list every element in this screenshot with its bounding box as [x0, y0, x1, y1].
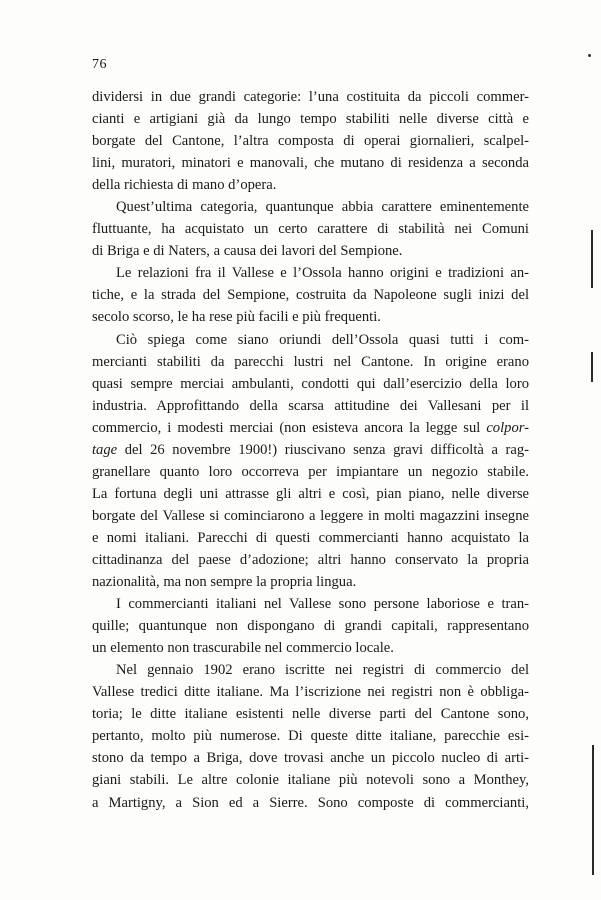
text-line: tiche, e la strada del Sempione, costruita da Napoleone sugli inizi del — [92, 287, 529, 304]
scan-edge-line — [591, 230, 593, 288]
scan-speck — [588, 54, 591, 57]
text-line: pertanto, molto più numerose. Di queste ditte italiane, parecchie esi- — [92, 728, 529, 745]
text-line: granellare quanto loro occorreva per impiantare un negozio stabile. — [92, 463, 529, 480]
text-line: della richiesta di mano d’opera. — [92, 177, 277, 194]
text-line: secolo scorso, le ha rese più facili e più frequenti. — [92, 309, 381, 326]
italic-term: colpor- — [486, 419, 529, 436]
text-line: quasi sempre merciai ambulanti, condotti qui dall’esercizio della loro — [92, 375, 529, 392]
text-line: industria. Approfittando della scarsa attitudine dei Vallesani per il — [92, 397, 529, 414]
text-line — [92, 439, 529, 461]
text-line: La fortuna degli uni attrasse gli altri e così, pian piano, nelle diverse — [92, 485, 529, 502]
text-line: fluttuante, ha acquistato un certo carattere di stabilità nei Comuni — [92, 221, 529, 238]
text-line: un elemento non trascurabile nel commercio locale. — [92, 640, 394, 657]
text-segment: del 26 novembre 1900!) riuscivano senza gravi difficoltà a rag- — [117, 441, 529, 458]
text-line: toria; le ditte italiane esistenti nelle diverse parti del Cantone sono, — [92, 706, 529, 723]
scan-edge-line — [592, 745, 594, 875]
text-line: cittadinanza del paese d’adozione; altri hanno conservato la propria — [92, 551, 529, 568]
text-line: Vallese tredici ditte italiane. Ma l’iscrizione nei registri non è obbliga- — [92, 684, 529, 701]
italic-term: tage — [92, 441, 118, 458]
scan-edge-line — [591, 352, 593, 382]
text-line: I commercianti italiani nel Vallese sono persone laboriose e tran- — [116, 596, 529, 613]
text-line: di Briga e di Naters, a causa dei lavori del Sempione. — [92, 243, 403, 260]
text-line: borgate del Cantone, l’altra composta di operai giornalieri, scalpel- — [92, 133, 529, 150]
text-line: a Martigny, a Sion ed a Sierre. Sono composte di commercianti, — [92, 794, 529, 811]
text-line: Quest’ultima categoria, quantunque abbia carattere eminentemente — [116, 199, 529, 216]
page-number: 76 — [92, 57, 107, 72]
text-line: quille; quantunque non dispongano di grandi capitali, rappresentano — [92, 618, 529, 635]
text-line: borgate del Vallese si cominciarono a leggere in molti magazzini insegne — [92, 507, 529, 524]
text-line: dividersi in due grandi categorie: l’una costituita da piccoli commer- — [92, 89, 529, 105]
text-line: Ciò spiega come siano oriundi dell’Ossola quasi tutti i com- — [116, 331, 529, 348]
text-line: giani stabili. Le altre colonie italiane più notevoli sono a Monthey, — [92, 772, 529, 789]
text-line — [92, 417, 529, 439]
text-line: Le relazioni fra il Vallese e l’Ossola hanno origini e tradizioni an- — [116, 265, 529, 282]
text-line: mercianti stabiliti da parecchi lustri nel Cantone. In origine erano — [92, 353, 529, 370]
text-line: lini, muratori, minatori e manovali, che mutano di residenza a seconda — [92, 155, 529, 172]
text-line: e nomi italiani. Parecchi di questi commercianti hanno acquistato la — [92, 529, 529, 546]
text-line: Nel gennaio 1902 erano iscritte nei registri di commercio del — [116, 662, 529, 679]
text-line: cianti e artigiani già da lungo tempo stabiliti nelle diverse città e — [92, 111, 529, 128]
text-line: stono da tempo a Briga, dove trovasi anche un piccolo nucleo di arti- — [92, 750, 529, 767]
body-text — [92, 86, 529, 814]
text-line: nazionalità, ma non sempre la propria lingua. — [92, 574, 357, 591]
text-segment: commercio, i modesti merciai (non esisteva ancora la legge sul — [92, 419, 487, 436]
